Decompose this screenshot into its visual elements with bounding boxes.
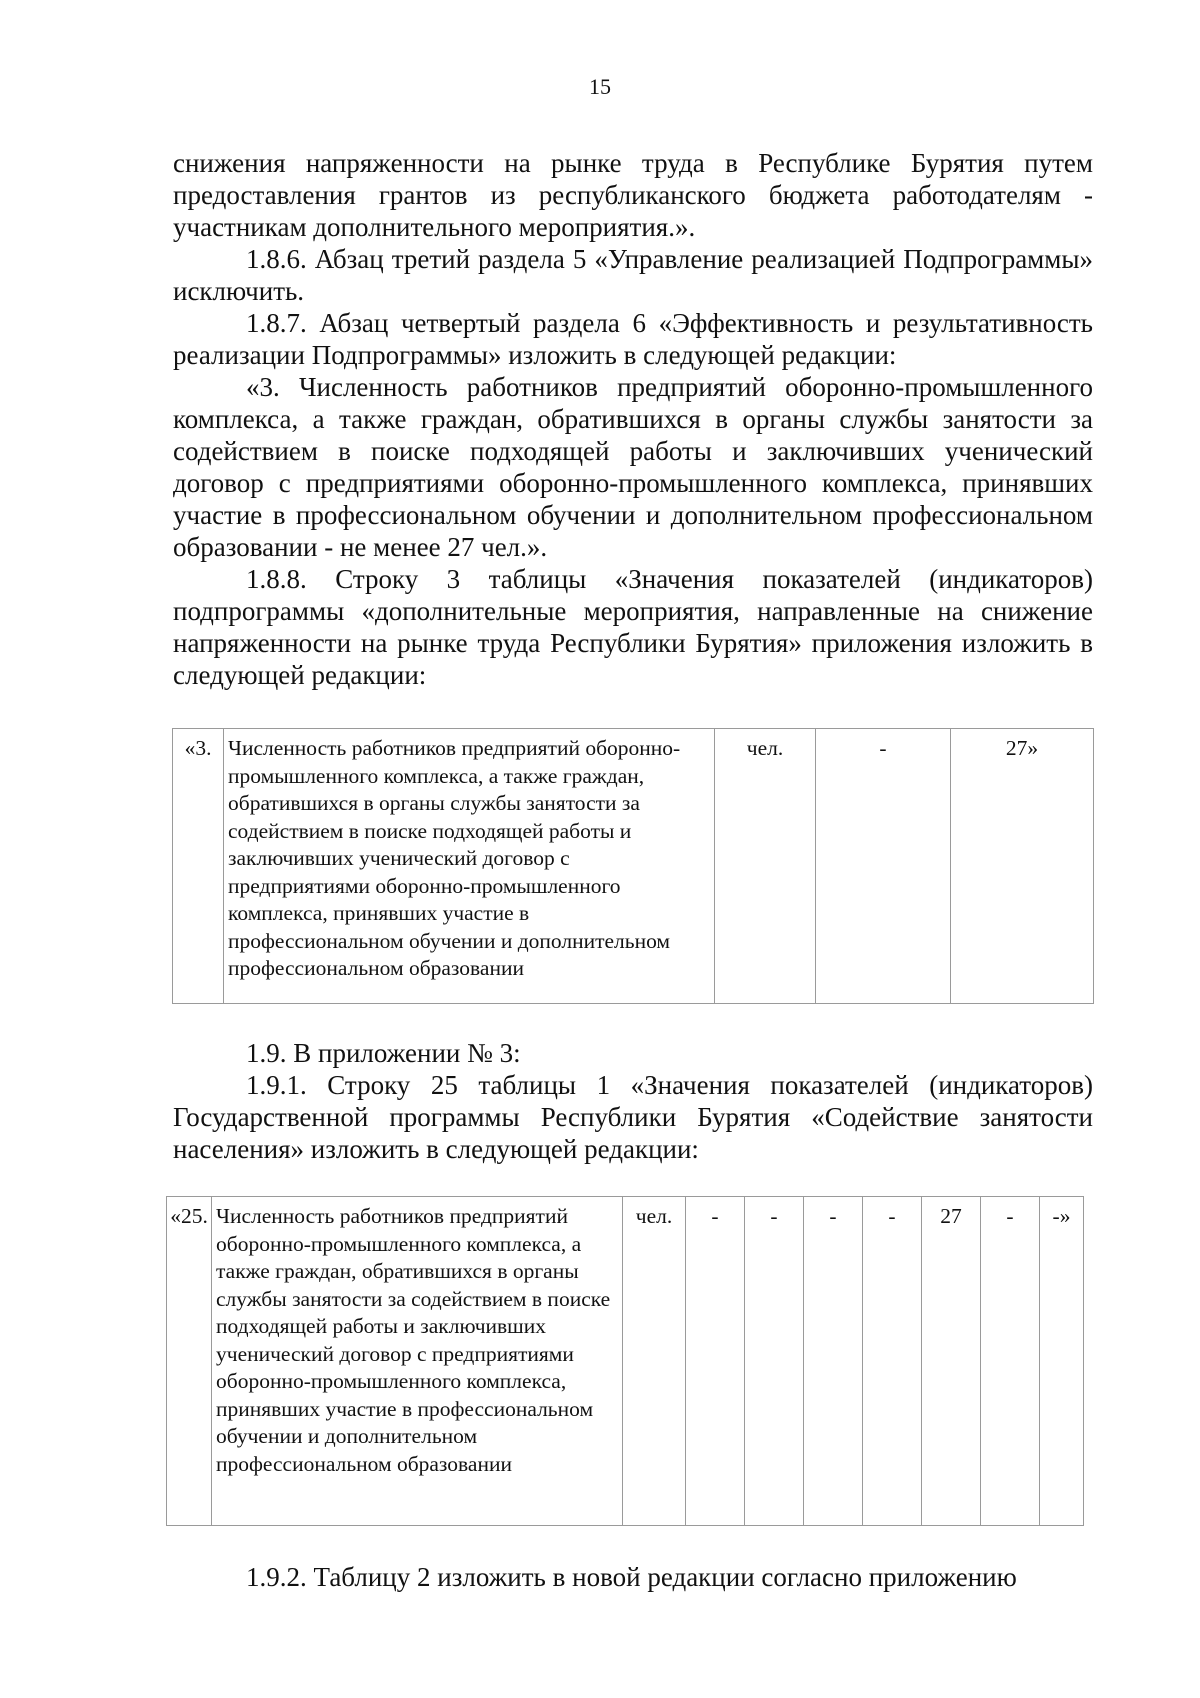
table-row [167,1197,1084,1526]
paragraph-1-9-1: 1.9.1. Строку 25 таблицы 1 «Значения показателей (индикаторов) Государственной программы Республики Бурятия «Содействие занятости населения» изложить в следующей редакции: [173,1070,1093,1164]
indicator-table-row-3 [172,728,1094,1004]
value-cell-4: - [863,1197,922,1526]
value-cell-6: - [981,1197,1040,1526]
paragraph-1-9-2: 1.9.2. Таблицу 2 изложить в новой редакции согласно приложению [246,1562,1017,1592]
paragraph-1-8-7: 1.8.7. Абзац четвертый раздела 6 «Эффективность и результативность реализации Подпрограммы» изложить в следующей редакции: [173,308,1093,370]
text-block-2 [173,1037,1093,1165]
row-number: «3. [173,729,224,1004]
unit: чел. [715,729,816,1004]
paragraph-1-8-8: 1.8.8. Строку 3 таблицы «Значения показателей (индикаторов) подпрограммы «дополнительные мероприятия, направленные на снижение напряженности на рынке труда Республики Бурятия» приложения изложить в следующей редакции: [173,564,1093,690]
paragraph-quote-3: «3. Численность работников предприятий оборонно-промышленного комплекса, а также граждан, обратившихся в органы службы занятости за содействием в поиске подходящей работы и заключивших ученический договор с предприятиями оборонно-промышленного комплекса, принявших участие в профессиональном обучении и дополнительном профессиональном образовании - не менее 27 чел.». [173,372,1093,562]
indicator-name: Численность работников предприятий оборонно-промышленного комплекса, а также граждан, обратившихся в органы службы занятости за содействием в поиске подходящей работы и заключивших ученический договор с предприятиями оборонно-промышленного комплекса, принявших участие в профессиональном обучении и дополнительном профессиональном образовании [212,1197,623,1526]
value-cell-2: 27» [951,729,1094,1004]
unit: чел. [623,1197,686,1526]
table-row [173,729,1094,1004]
value-cell-5: 27 [922,1197,981,1526]
paragraph-1-9: 1.9. В приложении № 3: [246,1038,521,1068]
value-cell-1: - [686,1197,745,1526]
value-cell-3: - [804,1197,863,1526]
value-cell-2: - [745,1197,804,1526]
paragraph-continuation: снижения напряженности на рынке труда в Республике Бурятия путем предоставления грантов из республиканского бюджета работодателям - участникам дополнительного мероприятия.». [173,148,1093,242]
paragraph-1-8-6: 1.8.6. Абзац третий раздела 5 «Управление реализацией Подпрограммы» исключить. [173,244,1093,306]
indicator-name: Численность работников предприятий оборонно-промышленного комплекса, а также граждан, обратившихся в органы службы занятости за содействием в поиске подходящей работы и заключивших ученический договор с предприятиями оборонно-промышленного комплекса, принявших участие в профессиональном обучении и дополнительном профессиональном образовании [224,729,715,1004]
value-cell-7: -» [1040,1197,1084,1526]
page-number: 15 [589,74,611,99]
row-number: «25. [167,1197,212,1526]
indicator-table-row-25 [166,1196,1084,1526]
text-block-1 [173,147,1093,691]
value-cell-1: - [816,729,951,1004]
text-block-3 [173,1561,1093,1593]
